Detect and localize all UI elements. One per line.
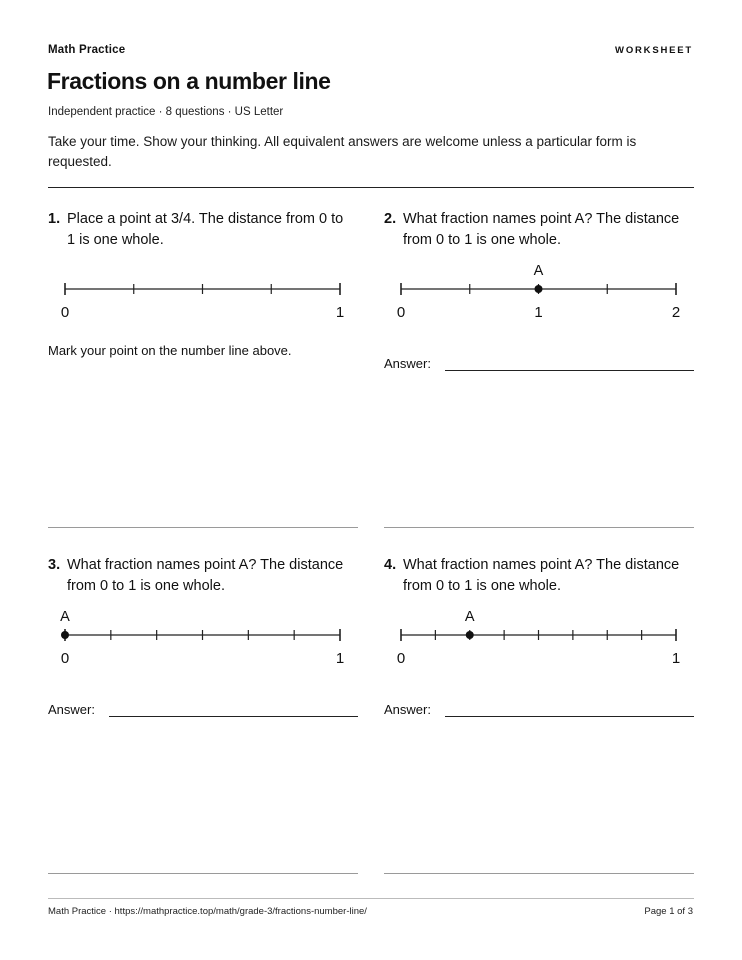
page-number: Page 1 of 3 — [644, 906, 693, 917]
number-line — [384, 605, 694, 675]
question-text: What fraction names point A? The distance from 0 to 1 is one whole. — [403, 557, 680, 594]
question-number: 3. — [48, 557, 61, 573]
question-text: What fraction names point A? The distance from 0 to 1 is one whole. — [67, 557, 344, 594]
point-a-marker — [61, 631, 69, 639]
number-line — [48, 605, 358, 675]
tick-label: 1 — [671, 650, 681, 667]
point-label: A — [464, 609, 475, 625]
question-prompt — [384, 209, 684, 251]
brand-name: Math Practice — [48, 44, 126, 56]
question-divider — [48, 527, 358, 528]
question-text: Place a point at 3/4. The distance from 0 to 1 is one whole. — [67, 211, 344, 248]
number-line[interactable] — [48, 259, 358, 329]
question-number: 1. — [48, 211, 61, 227]
footer-source: Math Practice · https://mathpractice.top/math/grade-3/fractions-number-line/ — [48, 906, 367, 917]
tick-label: 0 — [396, 650, 406, 667]
header-divider — [48, 187, 694, 188]
answer-line[interactable] — [109, 716, 358, 717]
footer-divider — [48, 898, 694, 899]
point-label: A — [60, 609, 70, 625]
answer-line[interactable] — [445, 370, 694, 371]
answer-row — [384, 702, 694, 722]
instruction-note: Mark your point on the number line above. — [48, 343, 292, 358]
tick-label: 1 — [335, 650, 345, 667]
question-divider — [384, 527, 694, 528]
answer-label: Answer: — [48, 702, 95, 717]
question-2 — [384, 209, 694, 529]
question-number: 2. — [384, 211, 397, 227]
tick-label: 0 — [60, 304, 70, 321]
question-3 — [48, 555, 358, 875]
intro-text: Take your time. Show your thinking. All equivalent answers are welcome unless a particular form is requested. — [48, 134, 637, 169]
tick-label: 1 — [335, 304, 345, 321]
question-prompt — [384, 555, 684, 597]
question-prompt — [48, 555, 348, 597]
question-number: 4. — [384, 557, 397, 573]
point-a-marker — [535, 285, 543, 293]
point-a-marker — [466, 631, 474, 639]
question-4 — [384, 555, 694, 875]
question-divider — [48, 873, 358, 874]
point-label: A — [533, 263, 544, 279]
tick-label: 0 — [396, 304, 406, 321]
number-line — [384, 259, 694, 329]
worksheet-tag: WORKSHEET — [615, 45, 693, 56]
tick-label: 1 — [534, 304, 543, 321]
page-title: Fractions on a number line — [47, 68, 331, 94]
answer-label: Answer: — [384, 702, 431, 717]
question-1 — [48, 209, 358, 529]
answer-row — [48, 702, 358, 722]
question-text: What fraction names point A? The distance from 0 to 1 is one whole. — [403, 211, 680, 248]
question-divider — [384, 873, 694, 874]
answer-row — [384, 356, 694, 376]
answer-label: Answer: — [384, 356, 431, 371]
question-prompt — [48, 209, 348, 251]
page-subtitle: Independent practice · 8 questions · US Letter — [48, 106, 284, 118]
answer-line[interactable] — [445, 716, 694, 717]
tick-label: 0 — [60, 650, 70, 667]
tick-label: 2 — [671, 304, 681, 321]
